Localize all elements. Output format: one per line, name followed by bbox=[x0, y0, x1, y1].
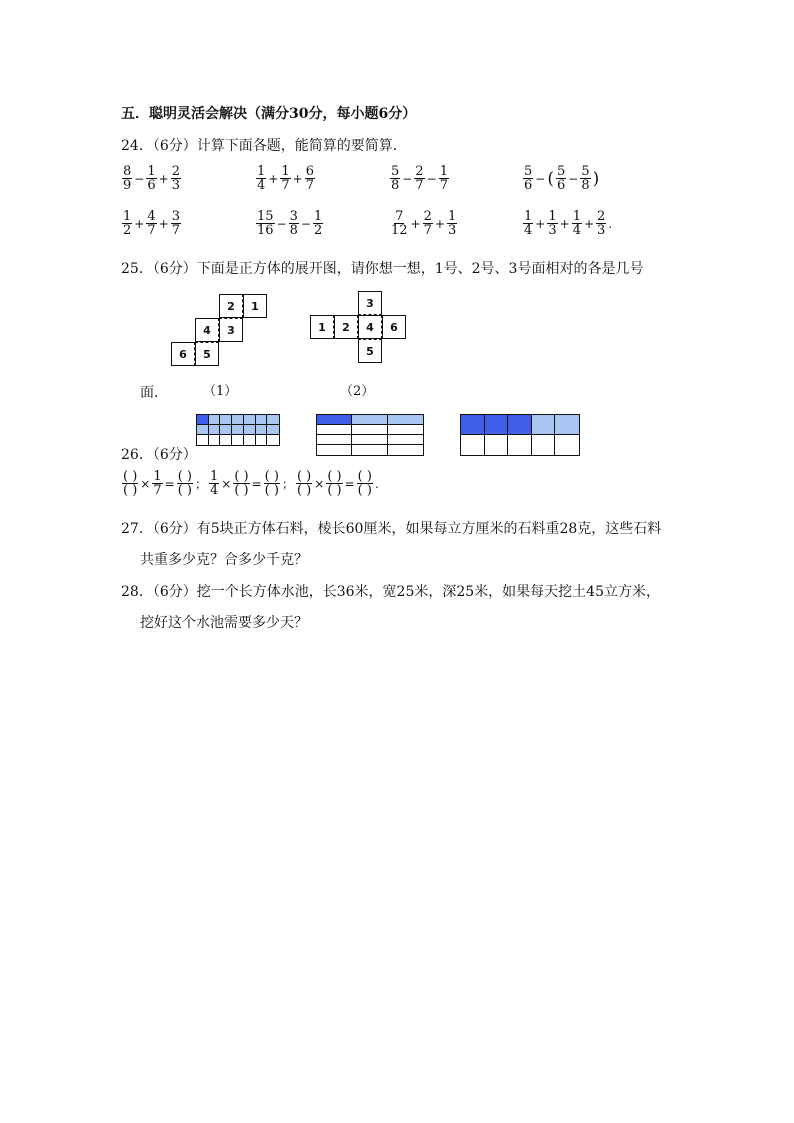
grid-cell bbox=[388, 425, 423, 435]
q24-expr-8: $\frac{1}{4}$ + $\frac{1}{3}$ + $\frac{1}{4}$ + $\frac{2}{3}$ . bbox=[524, 209, 613, 238]
grid-cell bbox=[388, 435, 423, 445]
net1-face: 5 bbox=[195, 342, 219, 366]
q24-prompt: 24．（6分）计算下面各题，能简算的要简算． bbox=[121, 138, 407, 154]
net-label-1: （1） bbox=[203, 384, 238, 399]
grid-cell bbox=[197, 435, 209, 445]
fraction-grid-1 bbox=[196, 414, 280, 446]
grid-cell bbox=[209, 415, 221, 425]
grid-cell bbox=[232, 435, 244, 445]
grid-cell bbox=[267, 415, 279, 425]
net1-face: 3 bbox=[219, 318, 243, 342]
grid-cell bbox=[244, 435, 256, 445]
grid-cell bbox=[197, 425, 209, 435]
grid-cell bbox=[317, 435, 352, 445]
q24-expr-6: $\frac{15}{16}$ − $\frac{3}{8}$ − $\frac{1}{2}$ bbox=[257, 209, 323, 238]
grid-cell bbox=[244, 415, 256, 425]
net2-face: 3 bbox=[358, 291, 382, 315]
q25-continuation: 面． bbox=[140, 385, 168, 401]
grid-cell bbox=[244, 425, 256, 435]
grid-cell bbox=[352, 445, 387, 455]
q25-prompt: 25．（6分）下面是正方体的展开图，请你想一想，1号、2号、3号面相对的各是几号 bbox=[121, 261, 644, 277]
net2-face: 1 bbox=[310, 315, 334, 339]
grid-cell bbox=[352, 415, 387, 425]
grid-cell bbox=[485, 435, 509, 455]
q26-equations: $\frac{( )}{( )}$ × $\frac{1}{7}$ = $\frac{( )}{( )}$ ； $\frac{1}{4}$ × $\frac{( )}{( )}$ = $\frac{( )}{( )}$ ； $\frac{( )}{( )}$ × $\frac{( )}{( )}$ = $\frac{( )}{( )}$ . bbox=[123, 469, 379, 498]
grid-cell bbox=[508, 435, 532, 455]
net1-face: 4 bbox=[195, 318, 219, 342]
grid-cell bbox=[388, 415, 423, 425]
net1-face: 6 bbox=[171, 342, 195, 366]
grid-cell bbox=[461, 415, 485, 435]
q26-prompt: 26．（6分） bbox=[121, 447, 197, 463]
q27-prompt: 27．（6分）有5块正方体石料，棱长60厘米，如果每立方厘米的石料重28克，这些石料 bbox=[121, 521, 662, 537]
q24-expr-4: $\frac{5}{6}$ − ( $\frac{5}{6}$ − $\frac{5}{8}$ ) bbox=[524, 164, 600, 193]
grid-cell bbox=[388, 445, 423, 455]
grid-cell bbox=[532, 415, 556, 435]
q27-continuation: 共重多少克？合多少千克？ bbox=[140, 552, 308, 568]
grid-cell bbox=[508, 415, 532, 435]
grid-cell bbox=[220, 425, 232, 435]
grid-cell bbox=[197, 415, 209, 425]
cube-net-2 bbox=[308, 291, 412, 365]
grid-cell bbox=[352, 435, 387, 445]
grid-cell bbox=[267, 425, 279, 435]
grid-cell bbox=[461, 435, 485, 455]
grid-cell bbox=[232, 425, 244, 435]
net2-face: 4 bbox=[358, 315, 382, 339]
q24-expr-5: $\frac{1}{2}$ + $\frac{4}{7}$ + $\frac{3}{7}$ bbox=[123, 209, 180, 238]
grid-cell bbox=[220, 415, 232, 425]
grid-cell bbox=[267, 435, 279, 445]
section-title: 五．聪明灵活会解决（满分30分，每小题6分） bbox=[121, 106, 417, 122]
net-label-2: （2） bbox=[340, 384, 375, 399]
q24-expr-3: $\frac{5}{8}$ − $\frac{2}{7}$ − $\frac{1}{7}$ bbox=[391, 164, 448, 193]
grid-cell bbox=[555, 415, 579, 435]
grid-cell bbox=[256, 425, 268, 435]
grid-cell bbox=[256, 415, 268, 425]
grid-cell bbox=[352, 425, 387, 435]
grid-cell bbox=[485, 415, 509, 435]
fraction-grid-2 bbox=[316, 414, 424, 456]
net1-face: 2 bbox=[219, 294, 243, 318]
grid-cell bbox=[317, 425, 352, 435]
grid-cell bbox=[220, 435, 232, 445]
q24-expr-2: $\frac{1}{4}$ + $\frac{1}{7}$ + $\frac{6}{7}$ bbox=[257, 164, 314, 193]
grid-cell bbox=[317, 445, 352, 455]
grid-cell bbox=[209, 435, 221, 445]
grid-cell bbox=[555, 435, 579, 455]
grid-cell bbox=[256, 435, 268, 445]
grid-cell bbox=[532, 435, 556, 455]
net2-face: 5 bbox=[358, 339, 382, 363]
q24-expr-7: $\frac{7}{12}$ + $\frac{2}{7}$ + $\frac{1}{3}$ bbox=[391, 209, 457, 238]
net2-face: 2 bbox=[334, 315, 358, 339]
q28-prompt: 28．（6分）挖一个长方体水池，长36米，宽25米，深25米，如果每天挖土45立方米， bbox=[121, 584, 660, 600]
fraction-grid-3 bbox=[460, 414, 580, 456]
grid-cell bbox=[209, 425, 221, 435]
grid-cell bbox=[232, 415, 244, 425]
net1-face: 1 bbox=[243, 294, 267, 318]
q28-continuation: 挖好这个水池需要多少天？ bbox=[140, 615, 308, 631]
cube-net-1 bbox=[169, 294, 273, 368]
grid-cell bbox=[317, 415, 352, 425]
q24-expr-1: $\frac{8}{9}$ − $\frac{1}{6}$ + $\frac{2}{3}$ bbox=[123, 164, 180, 193]
net2-face: 6 bbox=[382, 315, 406, 339]
